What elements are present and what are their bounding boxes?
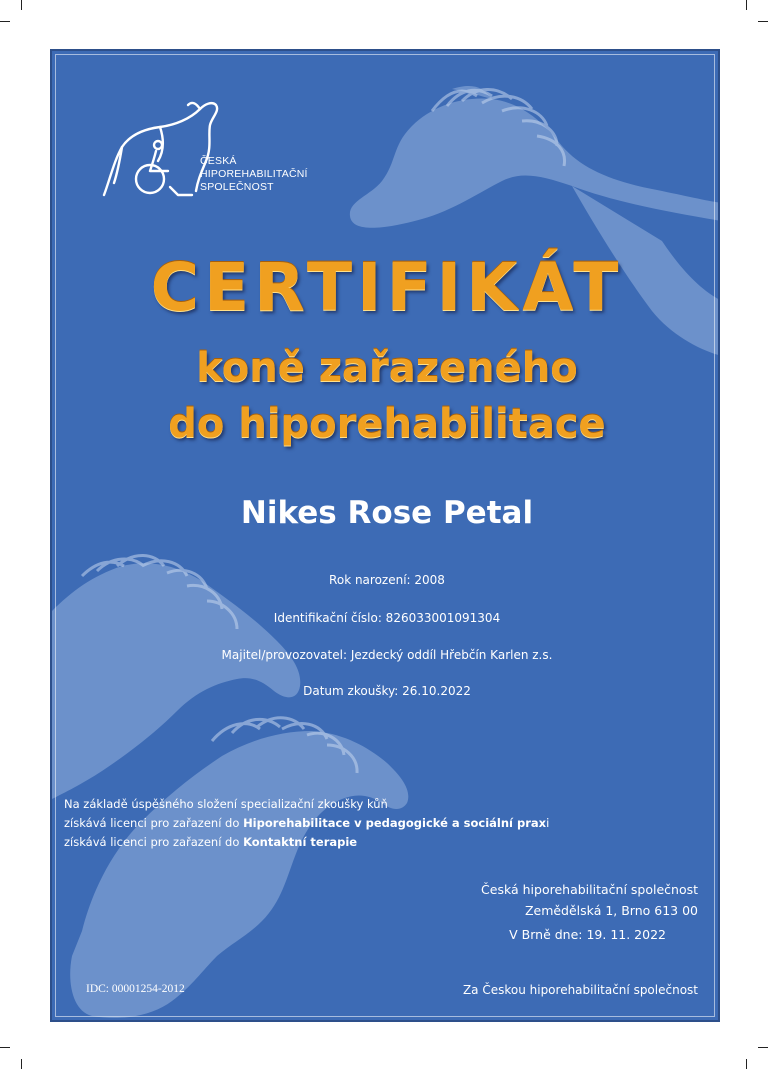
statement-line2-bold: Hiporehabilitace v pedagogické a sociální prax <box>243 816 547 830</box>
place-and-date: V Brně dne: 19. 11. 2022 <box>509 927 666 942</box>
organization-block <box>378 879 698 921</box>
idc-number: IDC: 00001254-2012 <box>86 983 185 995</box>
organization-address: Zemědělská 1, Brno 613 00 <box>524 903 698 918</box>
certificate <box>50 49 720 1022</box>
statement-line3-bold: Kontaktní terapie <box>243 835 358 849</box>
birth-year-field: Rok narození: 2008 <box>329 573 445 587</box>
logo-name-line2: HIPOREHABILITAČNÍ <box>200 168 308 180</box>
crop-mark <box>21 0 22 10</box>
horse-silhouette-top <box>350 98 720 227</box>
crop-mark <box>758 21 768 22</box>
horse-silhouette-bottom <box>70 731 408 1018</box>
crop-mark <box>746 1059 747 1069</box>
logo-name-line3: SPOLEČNOST <box>200 181 274 193</box>
certificate-title: CERTIFIKÁT <box>150 249 624 326</box>
logo-text <box>200 155 308 194</box>
logo-name-line1: ČESKÁ <box>200 155 237 167</box>
organization-name: Česká hiporehabilitační společnost <box>481 882 698 897</box>
crop-mark <box>0 1047 10 1048</box>
statement-line3-prefix: získává licenci pro zařazení do <box>64 835 244 849</box>
owner-field: Majitel/provozovatel: Jezdecký oddíl Hřebčín Karlen z.s. <box>221 648 553 662</box>
horse-name: Nikes Rose Petal <box>240 495 534 531</box>
statement-line2 <box>64 814 549 833</box>
exam-date-field: Datum zkoušky: 26.10.2022 <box>303 684 471 698</box>
certificate-subtitle-line2: do hiporehabilitace <box>168 401 606 447</box>
crop-mark <box>746 0 747 10</box>
license-statement <box>64 795 549 852</box>
statement-line2-prefix: získává licenci pro zařazení do <box>64 816 244 830</box>
crop-mark <box>758 1047 768 1048</box>
statement-line1: Na základě úspěšného složení specializační zkoušky kůň <box>64 797 388 811</box>
signature-line: Za Českou hiporehabilitační společnost <box>462 983 698 997</box>
statement-line2-suffix: i <box>546 816 550 830</box>
crop-mark <box>0 21 10 22</box>
statement-line3 <box>64 833 549 852</box>
certificate-subtitle-line1: koně zařazeného <box>196 345 578 391</box>
crop-mark <box>21 1059 22 1069</box>
identification-number-field: Identifikační číslo: 826033001091304 <box>273 611 501 625</box>
